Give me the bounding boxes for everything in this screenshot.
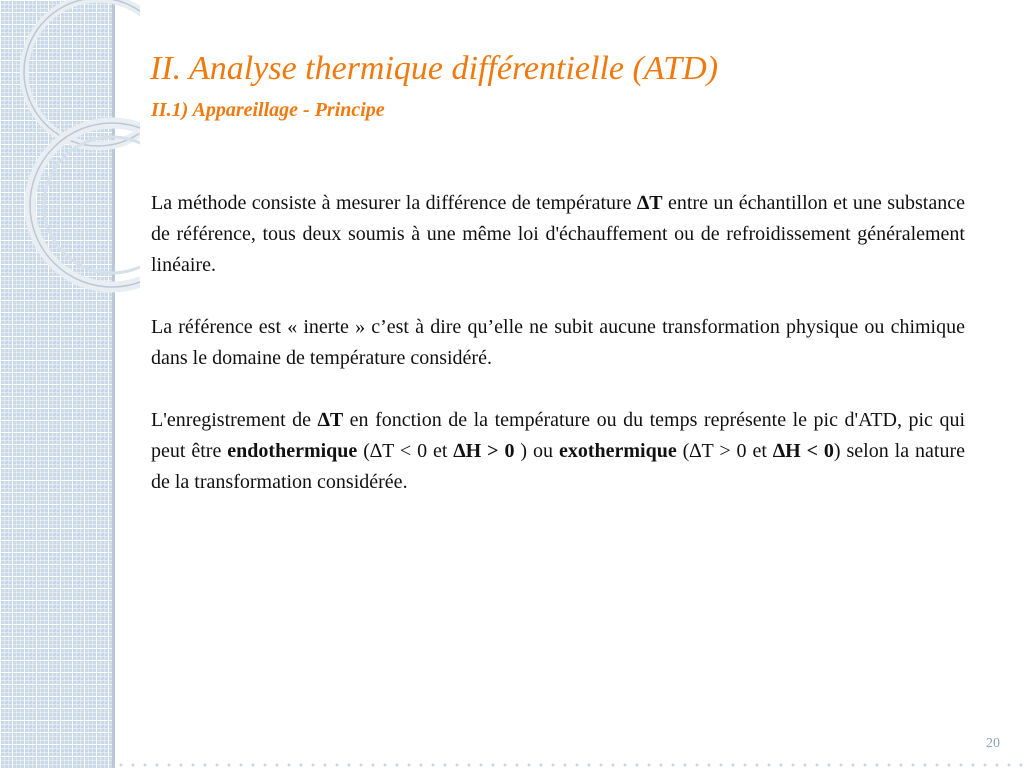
exothermique-term: exothermique (558, 440, 677, 462)
decorative-rings-icon (0, 0, 140, 330)
paragraph-method-text-1: La méthode consiste à mesurer la différence de température (151, 192, 637, 214)
endo-condition-close: ) ou (514, 440, 559, 462)
paragraph-recording-text-2: en fonction de la température ou du temps représente le pic d'ATD, pic qui peut être (151, 409, 965, 462)
paragraph-recording (151, 405, 965, 498)
exo-delta-h: ∆H < 0 (772, 440, 834, 462)
paragraph-method (151, 188, 965, 281)
slide-body (151, 188, 965, 529)
paragraph-method-text-2: entre un échantillon et une substance de référence, tous deux soumis à une même loi d'échauffement ou de refroidissement généralement linéaire. (151, 192, 965, 276)
endo-delta-h: ∆H > 0 (453, 440, 515, 462)
paragraph-reference: La référence est « inerte » c’est à dire qu’elle ne subit aucune transformation physique ou chimique dans le domaine de température considéré. (151, 316, 965, 369)
paragraph-recording-text-1: L'enregistrement de (151, 409, 318, 431)
bottom-dotted-border (115, 762, 1024, 768)
endo-condition-open: (∆T < 0 et (357, 440, 454, 462)
delta-t-symbol: ∆T (636, 192, 663, 214)
exo-condition-open: (∆T > 0 et (676, 440, 773, 462)
slide-title: II. Analyse thermique différentielle (ATD) (150, 50, 719, 87)
slide-subtitle: II.1) Appareillage - Principe (151, 99, 385, 121)
page-number: 20 (986, 736, 1000, 751)
paragraph-recording-text-3: ) selon la nature de la transformation considérée. (151, 440, 966, 493)
delta-t-symbol: ∆T (317, 409, 344, 431)
endothermique-term: endothermique (227, 440, 358, 462)
